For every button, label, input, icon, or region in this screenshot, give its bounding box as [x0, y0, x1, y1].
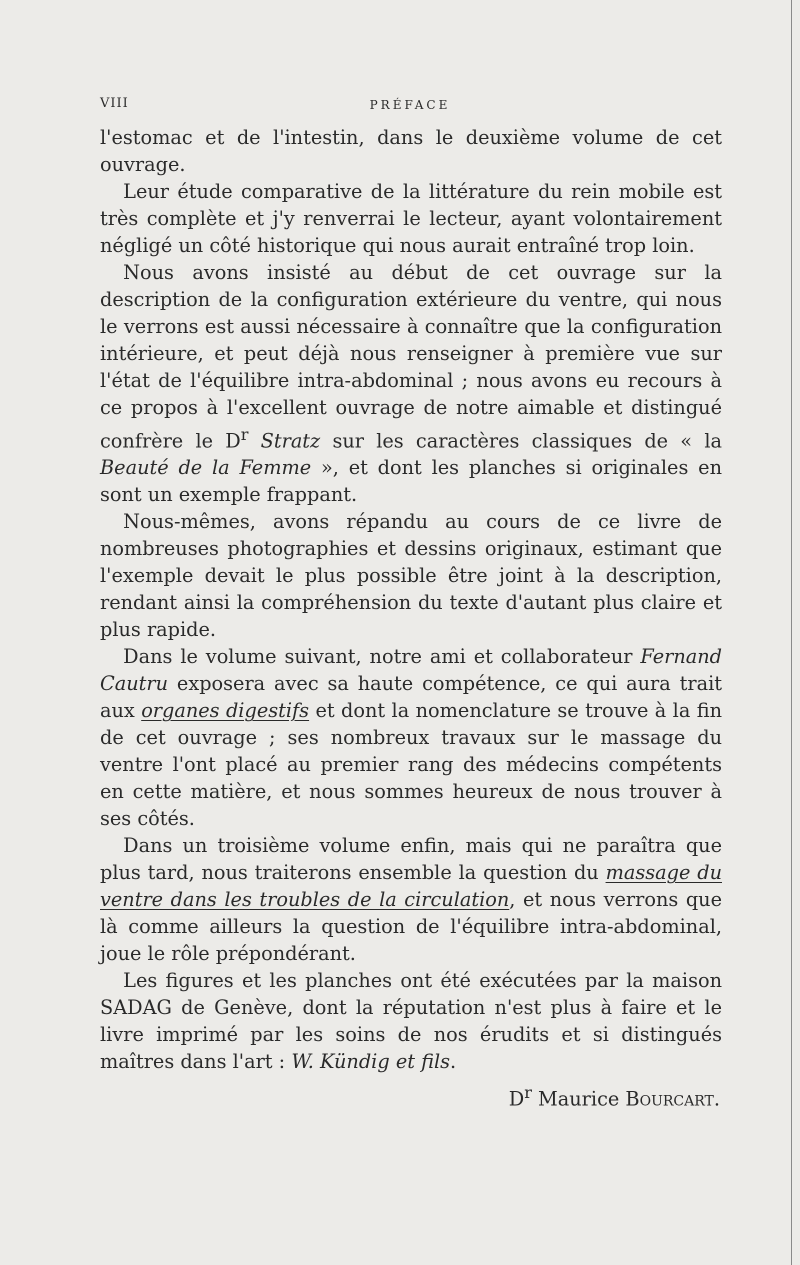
paragraph	[100, 832, 722, 967]
text-run: exposera avec sa haute compétence, ce qui aura trait aux	[100, 672, 722, 723]
author-name: Stratz	[260, 429, 321, 453]
running-head	[100, 96, 720, 116]
book-title: Beauté de la Femme	[100, 456, 312, 480]
doctor-title-superscript: r	[240, 425, 249, 444]
doctor-title: D	[225, 429, 241, 453]
text-run: Dans le volume suivant, notre ami et collaborateur	[123, 645, 641, 669]
signature-title: D	[508, 1087, 525, 1111]
paragraph	[100, 967, 722, 1075]
topic-massage-circulation: massage du ventre dans les troubles de la circulation	[100, 861, 722, 912]
paragraph	[100, 259, 722, 508]
paragraph: Leur étude comparative de la littérature du rein mobile est très complète et j'y renverrai le lecteur, ayant volontairement négligé un côté historique qui nous aurait entraîné trop loin.	[100, 180, 722, 257]
signature-first-name: Maurice	[538, 1087, 620, 1111]
text-run: , et nous verrons que là comme ailleurs la question de l'équilibre intra-abdominal, joue le rôle prépondérant.	[100, 888, 722, 966]
signature-last-name: Bourcart.	[625, 1087, 720, 1111]
paragraph: l'estomac et de l'intestin, dans le deuxième volume de cet ouvrage.	[100, 126, 722, 176]
signature-title-superscript: r	[524, 1083, 532, 1103]
page-number: VIII	[100, 96, 129, 111]
page-edge-divider	[791, 0, 792, 1265]
text-run: », et dont les planches si originales en sont un exemple frappant.	[100, 456, 722, 507]
collaborator-name: Fernand Cautru	[100, 645, 722, 696]
text-run: Dans un troisième volume enfin, mais qui ne paraîtra que plus tard, nous traiterons ensemble la question du	[100, 834, 722, 885]
paragraph	[100, 643, 722, 832]
page-title: PRÉFACE	[369, 98, 451, 112]
text-run: .	[450, 1050, 457, 1074]
page-body	[100, 124, 722, 1113]
paragraph: Nous-mêmes, avons répandu au cours de ce livre de nombreuses photographies et dessins originaux, estimant que l'exemple devait le plus possible être joint à la description, rendant ainsi la compréhension du texte d'autant plus claire et plus rapide.	[100, 510, 722, 642]
text-run: et dont la nomenclature se trouve à la fin de cet ouvrage ; ses nombreux travaux sur le massage du ventre l'ont placé au premier rang des médecins compétents en cette matière, et nous sommes heureux de nous trouver à ses côtés.	[100, 699, 722, 831]
text-run: Les figures et les planches ont été exécutées par la maison SADAG de Genève, dont la réputation n'est plus à faire et le livre imprimé par les soins de nos érudits et si distingués maîtres dans l'art :	[100, 969, 722, 1074]
printer-name: W. Kündig et fils	[291, 1050, 451, 1074]
topic-digestive-organs: organes digestifs	[141, 699, 310, 723]
signature	[100, 1079, 722, 1112]
text-run: Nous avons insisté au début de cet ouvrage sur la description de la configuration extérieure du ventre, qui nous le verrons est aussi nécessaire à connaître que la configuration intérieure, et peut déjà nous renseigner à première vue sur l'état de l'équilibre intra-abdominal ; nous avons eu recours à ce propos à l'excellent ouvrage de notre aimable et distingué confrère le	[100, 261, 722, 453]
text-run: sur les caractères classiques de « la	[320, 429, 722, 453]
